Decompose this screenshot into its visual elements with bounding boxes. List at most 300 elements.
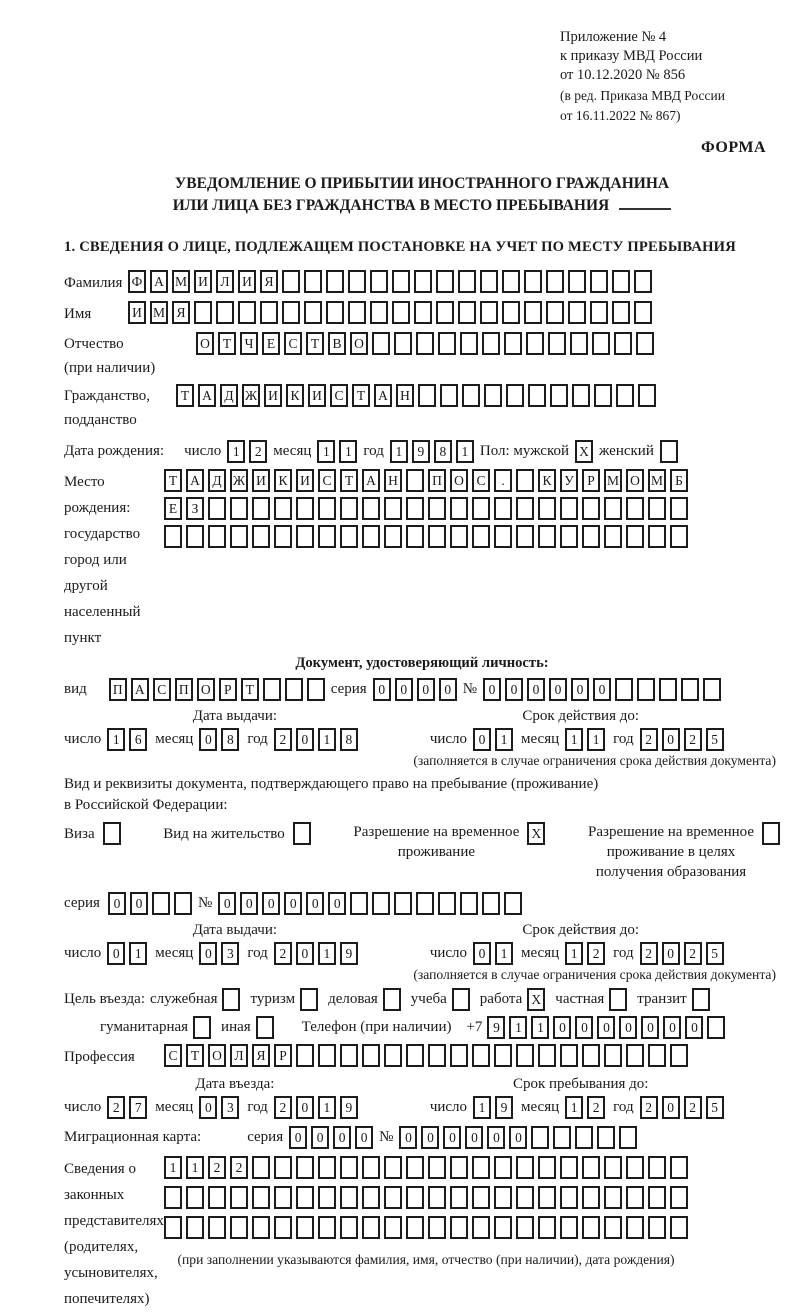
form-cell[interactable] xyxy=(516,1156,534,1179)
form-cell[interactable] xyxy=(103,822,121,845)
form-cell[interactable] xyxy=(546,270,564,293)
form-cell[interactable] xyxy=(482,892,500,915)
form-cell[interactable] xyxy=(340,1044,358,1067)
form-cell[interactable] xyxy=(614,332,632,355)
form-cell[interactable] xyxy=(570,332,588,355)
form-cell[interactable] xyxy=(516,1186,534,1209)
form-cell[interactable] xyxy=(428,1216,446,1239)
form-cell[interactable]: 0 xyxy=(662,728,680,751)
form-cell[interactable] xyxy=(340,1186,358,1209)
form-cell[interactable]: О xyxy=(196,332,214,355)
form-cell[interactable] xyxy=(648,1216,666,1239)
form-cell[interactable] xyxy=(438,332,456,355)
form-cell[interactable]: Н xyxy=(396,384,414,407)
form-cell[interactable] xyxy=(362,497,380,520)
form-cell[interactable] xyxy=(502,270,520,293)
form-cell[interactable] xyxy=(582,1216,600,1239)
form-cell[interactable] xyxy=(428,497,446,520)
form-cell[interactable] xyxy=(263,678,281,701)
form-cell[interactable]: 1 xyxy=(565,942,583,965)
form-cell[interactable]: 0 xyxy=(575,1016,593,1039)
form-cell[interactable]: 1 xyxy=(129,942,147,965)
form-cell[interactable] xyxy=(384,1216,402,1239)
form-cell[interactable]: И xyxy=(238,270,256,293)
form-cell[interactable] xyxy=(252,525,270,548)
form-cell[interactable] xyxy=(494,497,512,520)
form-cell[interactable]: Т xyxy=(340,469,358,492)
form-cell[interactable]: 2 xyxy=(640,728,658,751)
form-cell[interactable]: Н xyxy=(384,469,402,492)
form-cell[interactable] xyxy=(350,892,368,915)
form-cell[interactable] xyxy=(648,497,666,520)
form-cell[interactable]: 0 xyxy=(373,678,391,701)
form-cell[interactable]: 2 xyxy=(587,942,605,965)
form-cell[interactable]: 0 xyxy=(662,1096,680,1119)
form-cell[interactable] xyxy=(582,1186,600,1209)
form-cell[interactable] xyxy=(604,1186,622,1209)
form-cell[interactable]: И xyxy=(296,469,314,492)
form-cell[interactable]: 0 xyxy=(487,1126,505,1149)
form-cell[interactable] xyxy=(494,1156,512,1179)
form-cell[interactable] xyxy=(560,1044,578,1067)
form-cell[interactable] xyxy=(472,497,490,520)
form-cell[interactable]: 0 xyxy=(443,1126,461,1149)
form-cell[interactable]: . xyxy=(494,469,512,492)
form-cell[interactable] xyxy=(592,332,610,355)
form-cell[interactable] xyxy=(208,1186,226,1209)
form-cell[interactable] xyxy=(670,1156,688,1179)
form-cell[interactable] xyxy=(472,525,490,548)
form-cell[interactable] xyxy=(164,1216,182,1239)
form-cell[interactable]: А xyxy=(150,270,168,293)
form-cell[interactable] xyxy=(504,892,522,915)
form-cell[interactable] xyxy=(340,1156,358,1179)
form-cell[interactable]: О xyxy=(350,332,368,355)
form-cell[interactable] xyxy=(460,892,478,915)
form-cell[interactable] xyxy=(362,525,380,548)
form-cell[interactable]: Ф xyxy=(128,270,146,293)
form-cell[interactable]: Т xyxy=(176,384,194,407)
form-cell[interactable] xyxy=(164,525,182,548)
form-cell[interactable] xyxy=(282,270,300,293)
form-cell[interactable]: 0 xyxy=(417,678,435,701)
form-cell[interactable]: А xyxy=(131,678,149,701)
form-cell[interactable]: 3 xyxy=(221,942,239,965)
form-cell[interactable] xyxy=(252,497,270,520)
form-cell[interactable] xyxy=(326,270,344,293)
form-cell[interactable]: 0 xyxy=(662,942,680,965)
form-cell[interactable] xyxy=(480,270,498,293)
form-cell[interactable] xyxy=(612,301,630,324)
form-cell[interactable] xyxy=(440,384,458,407)
form-cell[interactable]: 0 xyxy=(107,942,125,965)
form-cell[interactable]: В xyxy=(328,332,346,355)
form-cell[interactable]: 8 xyxy=(221,728,239,751)
form-cell[interactable] xyxy=(538,1044,556,1067)
form-cell[interactable] xyxy=(626,497,644,520)
form-cell[interactable]: 2 xyxy=(684,728,702,751)
form-cell[interactable]: 0 xyxy=(685,1016,703,1039)
form-cell[interactable]: О xyxy=(450,469,468,492)
form-cell[interactable] xyxy=(392,270,410,293)
form-cell[interactable] xyxy=(307,678,325,701)
form-cell[interactable]: 2 xyxy=(684,942,702,965)
form-cell[interactable]: 0 xyxy=(553,1016,571,1039)
form-cell[interactable] xyxy=(285,678,303,701)
form-cell[interactable]: 2 xyxy=(249,440,267,463)
form-cell[interactable] xyxy=(604,1044,622,1067)
form-cell[interactable]: 1 xyxy=(509,1016,527,1039)
form-cell[interactable] xyxy=(208,497,226,520)
form-cell[interactable] xyxy=(318,1156,336,1179)
form-cell[interactable] xyxy=(208,1216,226,1239)
form-cell[interactable] xyxy=(174,892,192,915)
form-cell[interactable]: Т xyxy=(164,469,182,492)
form-cell[interactable] xyxy=(384,525,402,548)
form-cell[interactable] xyxy=(304,270,322,293)
form-cell[interactable] xyxy=(482,332,500,355)
form-cell[interactable]: Л xyxy=(230,1044,248,1067)
form-cell[interactable] xyxy=(394,332,412,355)
form-cell[interactable]: 0 xyxy=(549,678,567,701)
form-cell[interactable] xyxy=(516,525,534,548)
form-cell[interactable]: А xyxy=(198,384,216,407)
form-cell[interactable]: 5 xyxy=(706,1096,724,1119)
form-cell[interactable]: 0 xyxy=(199,728,217,751)
form-cell[interactable]: 2 xyxy=(107,1096,125,1119)
form-cell[interactable]: С xyxy=(330,384,348,407)
form-cell[interactable]: 0 xyxy=(505,678,523,701)
form-cell[interactable] xyxy=(670,497,688,520)
form-cell[interactable]: Б xyxy=(670,469,688,492)
form-cell[interactable] xyxy=(590,270,608,293)
form-cell[interactable] xyxy=(348,301,366,324)
form-cell[interactable]: 1 xyxy=(318,1096,336,1119)
form-cell[interactable] xyxy=(428,1186,446,1209)
form-cell[interactable] xyxy=(416,332,434,355)
form-cell[interactable]: Ж xyxy=(230,469,248,492)
form-cell[interactable] xyxy=(256,1016,274,1039)
form-cell[interactable] xyxy=(648,1186,666,1209)
form-cell[interactable]: Т xyxy=(306,332,324,355)
form-cell[interactable] xyxy=(406,497,424,520)
form-cell[interactable]: 1 xyxy=(565,1096,583,1119)
form-cell[interactable]: X xyxy=(575,440,593,463)
form-cell[interactable] xyxy=(230,1186,248,1209)
form-cell[interactable] xyxy=(494,1044,512,1067)
form-cell[interactable] xyxy=(670,525,688,548)
form-cell[interactable] xyxy=(648,525,666,548)
form-cell[interactable]: 0 xyxy=(473,942,491,965)
form-cell[interactable] xyxy=(340,1216,358,1239)
form-cell[interactable] xyxy=(660,440,678,463)
form-cell[interactable] xyxy=(394,892,412,915)
form-cell[interactable]: П xyxy=(109,678,127,701)
form-cell[interactable] xyxy=(604,1216,622,1239)
form-cell[interactable]: И xyxy=(128,301,146,324)
form-cell[interactable] xyxy=(524,270,542,293)
form-cell[interactable]: 0 xyxy=(395,678,413,701)
form-cell[interactable] xyxy=(575,1126,593,1149)
form-cell[interactable]: 0 xyxy=(240,892,258,915)
form-cell[interactable] xyxy=(538,1156,556,1179)
form-cell[interactable] xyxy=(384,497,402,520)
form-cell[interactable]: 0 xyxy=(199,1096,217,1119)
form-cell[interactable]: П xyxy=(428,469,446,492)
form-cell[interactable] xyxy=(462,384,480,407)
form-cell[interactable] xyxy=(626,525,644,548)
form-cell[interactable]: С xyxy=(472,469,490,492)
form-cell[interactable] xyxy=(609,988,627,1011)
form-cell[interactable]: 9 xyxy=(487,1016,505,1039)
form-cell[interactable] xyxy=(296,1156,314,1179)
form-cell[interactable] xyxy=(616,384,634,407)
form-cell[interactable]: И xyxy=(252,469,270,492)
form-cell[interactable] xyxy=(450,497,468,520)
form-cell[interactable] xyxy=(296,1044,314,1067)
form-cell[interactable] xyxy=(436,301,454,324)
form-cell[interactable] xyxy=(626,1186,644,1209)
form-cell[interactable]: 0 xyxy=(355,1126,373,1149)
form-cell[interactable]: 1 xyxy=(317,440,335,463)
form-cell[interactable]: 8 xyxy=(340,728,358,751)
form-cell[interactable] xyxy=(582,497,600,520)
form-cell[interactable] xyxy=(414,301,432,324)
form-cell[interactable] xyxy=(516,1044,534,1067)
form-cell[interactable] xyxy=(560,1216,578,1239)
form-cell[interactable] xyxy=(436,270,454,293)
form-cell[interactable]: 0 xyxy=(296,1096,314,1119)
form-cell[interactable] xyxy=(340,525,358,548)
form-cell[interactable]: 2 xyxy=(640,1096,658,1119)
form-cell[interactable]: 0 xyxy=(439,678,457,701)
form-cell[interactable]: 1 xyxy=(164,1156,182,1179)
form-cell[interactable] xyxy=(604,525,622,548)
form-cell[interactable] xyxy=(414,270,432,293)
form-cell[interactable]: 1 xyxy=(495,942,513,965)
form-cell[interactable]: 2 xyxy=(587,1096,605,1119)
form-cell[interactable] xyxy=(348,270,366,293)
form-cell[interactable] xyxy=(670,1186,688,1209)
form-cell[interactable]: X xyxy=(527,988,545,1011)
form-cell[interactable] xyxy=(416,892,434,915)
form-cell[interactable] xyxy=(615,678,633,701)
form-cell[interactable] xyxy=(597,1126,615,1149)
form-cell[interactable] xyxy=(634,301,652,324)
form-cell[interactable]: 0 xyxy=(641,1016,659,1039)
form-cell[interactable]: 5 xyxy=(706,728,724,751)
form-cell[interactable]: А xyxy=(362,469,380,492)
form-cell[interactable] xyxy=(274,525,292,548)
form-cell[interactable] xyxy=(637,678,655,701)
form-cell[interactable] xyxy=(384,1156,402,1179)
form-cell[interactable] xyxy=(222,988,240,1011)
form-cell[interactable]: 0 xyxy=(619,1016,637,1039)
form-cell[interactable] xyxy=(582,1044,600,1067)
form-cell[interactable] xyxy=(418,384,436,407)
form-cell[interactable]: X xyxy=(527,822,545,845)
form-cell[interactable]: 1 xyxy=(565,728,583,751)
form-cell[interactable] xyxy=(252,1216,270,1239)
form-cell[interactable] xyxy=(340,497,358,520)
form-cell[interactable]: Т xyxy=(352,384,370,407)
form-cell[interactable] xyxy=(318,497,336,520)
form-cell[interactable] xyxy=(516,497,534,520)
form-cell[interactable] xyxy=(428,1156,446,1179)
form-cell[interactable] xyxy=(252,1186,270,1209)
form-cell[interactable] xyxy=(318,1044,336,1067)
form-cell[interactable]: 1 xyxy=(473,1096,491,1119)
form-cell[interactable] xyxy=(383,988,401,1011)
form-cell[interactable] xyxy=(318,1186,336,1209)
form-cell[interactable] xyxy=(560,1186,578,1209)
form-cell[interactable]: 0 xyxy=(593,678,611,701)
form-cell[interactable]: 0 xyxy=(663,1016,681,1039)
form-cell[interactable]: К xyxy=(274,469,292,492)
form-cell[interactable] xyxy=(560,497,578,520)
form-cell[interactable] xyxy=(494,525,512,548)
form-cell[interactable] xyxy=(707,1016,725,1039)
form-cell[interactable]: 0 xyxy=(328,892,346,915)
form-cell[interactable] xyxy=(538,525,556,548)
form-cell[interactable]: 2 xyxy=(274,1096,292,1119)
form-cell[interactable] xyxy=(480,301,498,324)
form-cell[interactable] xyxy=(450,1186,468,1209)
form-cell[interactable]: 1 xyxy=(339,440,357,463)
form-cell[interactable]: 0 xyxy=(108,892,126,915)
form-cell[interactable] xyxy=(428,1044,446,1067)
form-cell[interactable] xyxy=(362,1216,380,1239)
form-cell[interactable]: 2 xyxy=(640,942,658,965)
form-cell[interactable]: 0 xyxy=(306,892,324,915)
form-cell[interactable] xyxy=(362,1044,380,1067)
form-cell[interactable]: Д xyxy=(220,384,238,407)
form-cell[interactable]: С xyxy=(284,332,302,355)
form-cell[interactable] xyxy=(538,1216,556,1239)
form-cell[interactable] xyxy=(626,1216,644,1239)
form-cell[interactable] xyxy=(472,1156,490,1179)
form-cell[interactable] xyxy=(626,1156,644,1179)
form-cell[interactable]: Т xyxy=(186,1044,204,1067)
form-cell[interactable] xyxy=(300,988,318,1011)
form-cell[interactable]: Я xyxy=(172,301,190,324)
form-cell[interactable]: И xyxy=(264,384,282,407)
form-cell[interactable] xyxy=(230,525,248,548)
form-cell[interactable]: О xyxy=(626,469,644,492)
form-cell[interactable] xyxy=(406,1216,424,1239)
form-cell[interactable] xyxy=(494,1216,512,1239)
form-cell[interactable]: 0 xyxy=(399,1126,417,1149)
form-cell[interactable] xyxy=(648,1156,666,1179)
form-cell[interactable]: 0 xyxy=(199,942,217,965)
form-cell[interactable]: 2 xyxy=(230,1156,248,1179)
form-cell[interactable]: 6 xyxy=(129,728,147,751)
form-cell[interactable] xyxy=(703,678,721,701)
form-cell[interactable] xyxy=(502,301,520,324)
form-cell[interactable] xyxy=(193,1016,211,1039)
form-cell[interactable] xyxy=(648,1044,666,1067)
form-cell[interactable]: И xyxy=(194,270,212,293)
form-cell[interactable] xyxy=(560,525,578,548)
form-cell[interactable] xyxy=(238,301,256,324)
form-cell[interactable]: З xyxy=(186,497,204,520)
form-cell[interactable]: 9 xyxy=(340,1096,358,1119)
form-cell[interactable]: 9 xyxy=(412,440,430,463)
form-cell[interactable] xyxy=(384,1044,402,1067)
form-cell[interactable]: 2 xyxy=(274,942,292,965)
form-cell[interactable] xyxy=(516,1216,534,1239)
form-cell[interactable]: Ч xyxy=(240,332,258,355)
form-cell[interactable] xyxy=(560,1156,578,1179)
form-cell[interactable]: Л xyxy=(216,270,234,293)
form-cell[interactable] xyxy=(548,332,566,355)
form-cell[interactable]: Д xyxy=(208,469,226,492)
form-cell[interactable]: Я xyxy=(260,270,278,293)
form-cell[interactable]: К xyxy=(538,469,556,492)
form-cell[interactable]: 0 xyxy=(509,1126,527,1149)
form-cell[interactable] xyxy=(438,892,456,915)
form-cell[interactable] xyxy=(670,1044,688,1067)
form-cell[interactable]: 0 xyxy=(130,892,148,915)
form-cell[interactable] xyxy=(406,469,424,492)
form-cell[interactable] xyxy=(634,270,652,293)
form-cell[interactable]: С xyxy=(318,469,336,492)
form-cell[interactable] xyxy=(538,1186,556,1209)
form-cell[interactable] xyxy=(550,384,568,407)
form-cell[interactable] xyxy=(208,525,226,548)
form-cell[interactable]: 0 xyxy=(289,1126,307,1149)
form-cell[interactable] xyxy=(186,525,204,548)
form-cell[interactable] xyxy=(450,1044,468,1067)
form-cell[interactable]: 0 xyxy=(333,1126,351,1149)
form-cell[interactable]: М xyxy=(150,301,168,324)
form-cell[interactable] xyxy=(304,301,322,324)
form-cell[interactable]: С xyxy=(153,678,171,701)
form-cell[interactable]: 0 xyxy=(421,1126,439,1149)
form-cell[interactable] xyxy=(296,525,314,548)
form-cell[interactable]: 1 xyxy=(456,440,474,463)
form-cell[interactable] xyxy=(604,1156,622,1179)
form-cell[interactable] xyxy=(406,1186,424,1209)
form-cell[interactable]: У xyxy=(560,469,578,492)
form-cell[interactable]: 1 xyxy=(318,728,336,751)
form-cell[interactable] xyxy=(524,301,542,324)
form-cell[interactable] xyxy=(296,497,314,520)
form-cell[interactable] xyxy=(384,1186,402,1209)
form-cell[interactable] xyxy=(494,1186,512,1209)
form-cell[interactable]: 9 xyxy=(495,1096,513,1119)
form-cell[interactable]: О xyxy=(208,1044,226,1067)
form-cell[interactable] xyxy=(472,1186,490,1209)
form-cell[interactable] xyxy=(450,525,468,548)
form-cell[interactable] xyxy=(762,822,780,845)
form-cell[interactable]: И xyxy=(308,384,326,407)
form-cell[interactable] xyxy=(472,1044,490,1067)
form-cell[interactable] xyxy=(406,525,424,548)
form-cell[interactable] xyxy=(582,1156,600,1179)
form-cell[interactable] xyxy=(406,1044,424,1067)
form-cell[interactable] xyxy=(252,1156,270,1179)
form-cell[interactable] xyxy=(516,469,534,492)
form-cell[interactable] xyxy=(594,384,612,407)
form-cell[interactable]: Р xyxy=(582,469,600,492)
form-cell[interactable] xyxy=(370,301,388,324)
form-cell[interactable]: Т xyxy=(218,332,236,355)
form-cell[interactable]: Р xyxy=(274,1044,292,1067)
form-cell[interactable] xyxy=(372,332,390,355)
form-cell[interactable]: Е xyxy=(262,332,280,355)
form-cell[interactable]: 0 xyxy=(527,678,545,701)
